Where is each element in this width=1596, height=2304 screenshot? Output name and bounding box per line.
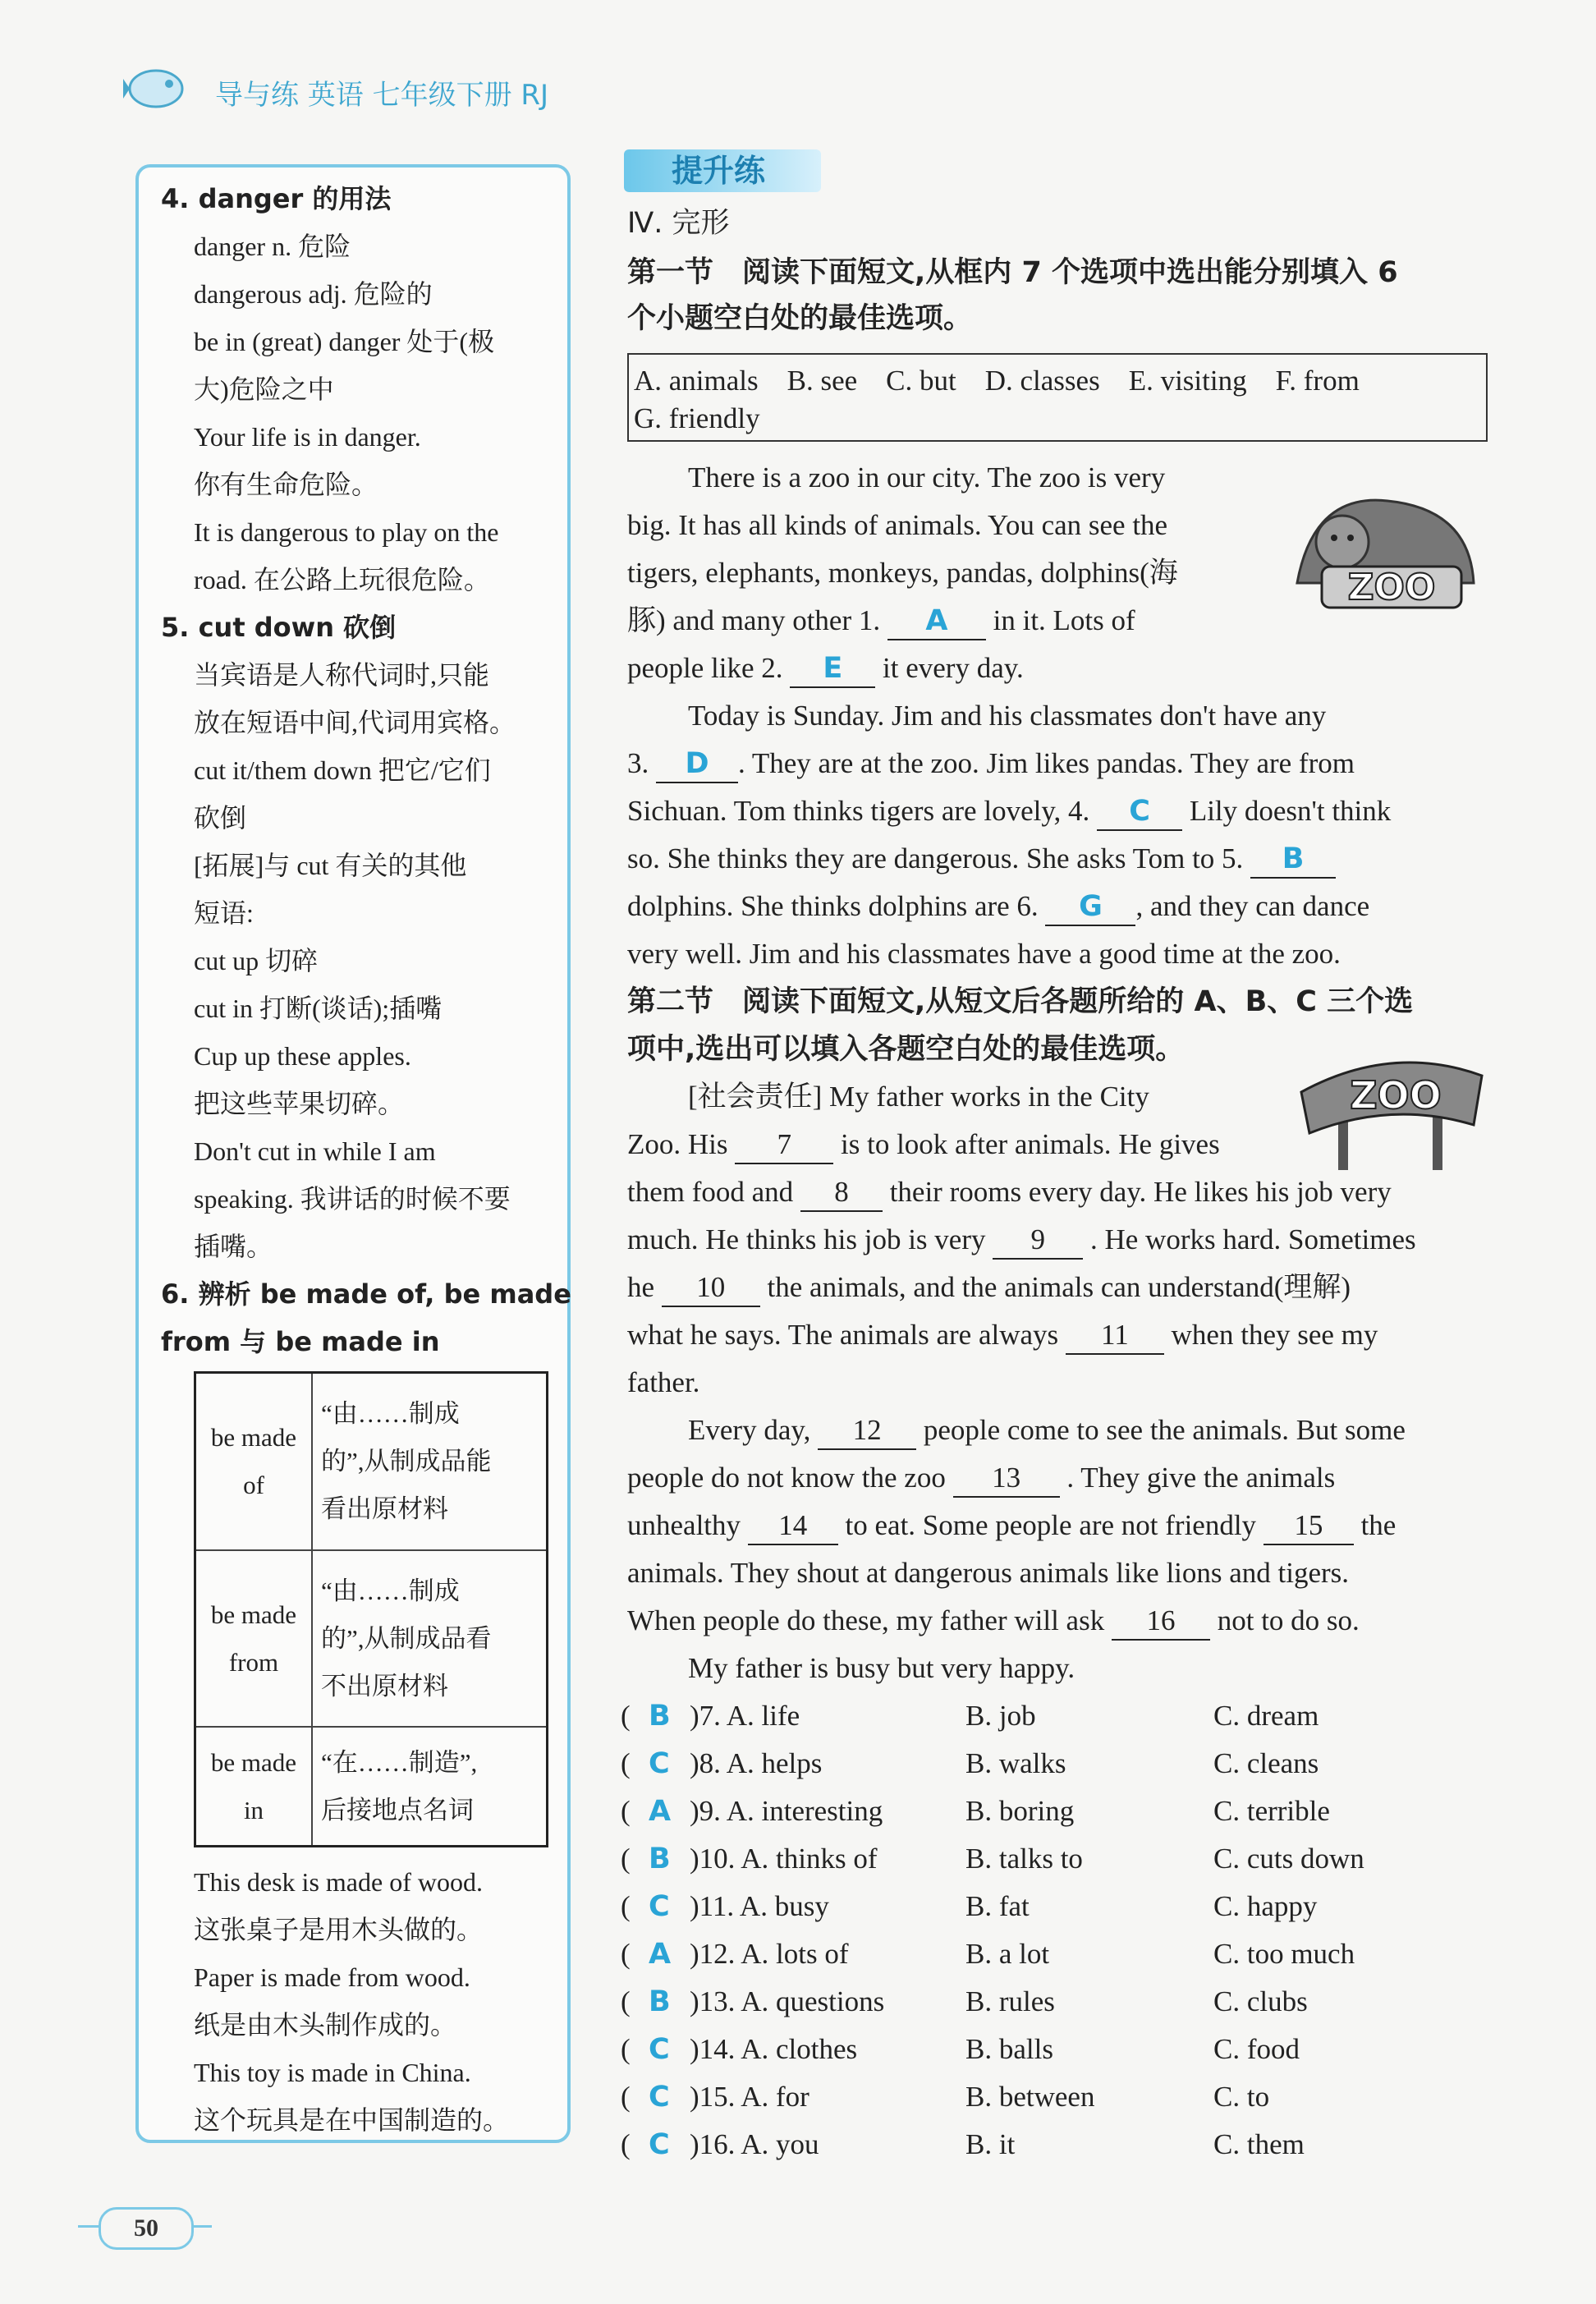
- sidebar-line: 当宾语是人称代词时,只能: [194, 660, 490, 690]
- passage-line: people do not know the zoo 13 . They give the animals: [627, 1460, 1335, 1498]
- option-b: B. talks to: [965, 1843, 1083, 1875]
- example-line: 纸是由木头制作成的。: [194, 2010, 457, 2040]
- answer-6: G: [1045, 888, 1135, 926]
- option-a: )16. A. you: [690, 2128, 819, 2160]
- passage-line: When people do these, my father will ask 16 not to do so.: [627, 1603, 1360, 1641]
- option-a: )7. A. life: [690, 1700, 800, 1732]
- p2-line-2: 3. D . They are at the zoo. Jim likes pandas. They are from: [627, 746, 1355, 783]
- example-line: This toy is made in China.: [194, 2058, 471, 2087]
- example-line: This desk is made of wood.: [194, 1867, 483, 1897]
- option-b: B. walks: [965, 1747, 1066, 1779]
- answer-letter: C: [649, 1747, 670, 1780]
- p2-line-6: very well. Jim and his classmates have a good time at the zoo.: [627, 938, 1341, 970]
- answer-letter: A: [649, 1938, 672, 1971]
- blank-12: 12: [818, 1412, 916, 1450]
- passage-line: animals. They shout at dangerous animals like lions and tigers.: [627, 1557, 1350, 1589]
- passage-line: father.: [627, 1366, 700, 1398]
- book-title: 导与练 英语 七年级下册 RJ: [215, 79, 549, 112]
- answer-letter: B: [649, 1843, 671, 1875]
- sidebar-line: Don't cut in while I am: [194, 1136, 436, 1166]
- sidebar-line: Your life is in danger.: [194, 422, 421, 452]
- answer-4: C: [1097, 793, 1182, 831]
- answer-letter: C: [649, 2081, 670, 2114]
- option-a: )12. A. lots of: [690, 1938, 849, 1970]
- answer-letter: B: [649, 1985, 671, 2018]
- option-c: C. to: [1213, 2081, 1270, 2113]
- p1-line-3: tigers, elephants, monkeys, pandas, dolphins(海: [627, 557, 1178, 589]
- option-a: )13. A. questions: [690, 1985, 885, 2017]
- p2-line-3: Sichuan. Tom thinks tigers are lovely, 4. C Lily doesn't think: [627, 793, 1391, 831]
- blank-7: 7: [735, 1127, 833, 1164]
- option-a: )8. A. helps: [690, 1747, 823, 1779]
- sidebar-line: [拓展]与 cut 有关的其他: [194, 851, 467, 880]
- sidebar-line: 4. danger 的用法: [161, 183, 392, 214]
- blank-14: 14: [748, 1508, 838, 1545]
- sec1-title-2: 个小题空白处的最佳选项。: [627, 302, 973, 335]
- option-b: B. it: [965, 2128, 1016, 2160]
- svg-text:ZOO: ZOO: [1347, 567, 1436, 608]
- option-a: )14. A. clothes: [690, 2033, 858, 2065]
- sidebar-line: 你有生命危险。: [194, 470, 378, 499]
- paren: (: [621, 1985, 631, 2017]
- sec2-title-2: 项中,选出可以填入各题空白处的最佳选项。: [627, 1033, 1185, 1066]
- paren: (: [621, 1843, 631, 1875]
- zoo-animals-image: [1281, 460, 1486, 624]
- fish-logo-icon: [123, 57, 189, 115]
- option-a: )11. A. busy: [690, 1890, 829, 1922]
- p1-line-1: There is a zoo in our city. The zoo is very: [688, 461, 1166, 493]
- option-b: B. a lot: [965, 1938, 1050, 1970]
- blank-16: 16: [1112, 1603, 1210, 1641]
- page-rule-right: [191, 2225, 212, 2228]
- passage-line: them food and 8 their rooms every day. He likes his job very: [627, 1174, 1392, 1212]
- paren: (: [621, 1795, 631, 1827]
- sidebar-line: speaking. 我讲话的时候不要: [194, 1184, 511, 1214]
- part-title: Ⅳ. 完形: [627, 207, 730, 240]
- p2-line-1: Today is Sunday. Jim and his classmates don't have any: [688, 700, 1327, 732]
- answer-5: B: [1250, 841, 1336, 879]
- sidebar-line: It is dangerous to play on the: [194, 517, 499, 547]
- passage-line: much. He thinks his job is very 9 . He works hard. Sometimes: [627, 1222, 1416, 1260]
- p1-line-2: big. It has all kinds of animals. You can see the: [627, 509, 1168, 541]
- sidebar-line: from 与 be made in: [161, 1326, 440, 1357]
- sidebar-line: 短语:: [194, 898, 254, 928]
- passage-line: unhealthy 14 to eat. Some people are not friendly 15 the: [627, 1508, 1396, 1545]
- option-b: B. between: [965, 2081, 1095, 2113]
- passage-line: what he says. The animals are always 11 when they see my: [627, 1317, 1378, 1355]
- p2-line-4: so. She thinks they are dangerous. She asks Tom to 5. B: [627, 841, 1336, 879]
- option-b: B. job: [965, 1700, 1036, 1732]
- paren: (: [621, 2081, 631, 2113]
- sidebar-line: danger n. 危险: [194, 232, 351, 261]
- options-box: [627, 353, 1488, 442]
- sec2-title-1: 第二节 阅读下面短文,从短文后各题所给的 A、B、C 三个选: [627, 985, 1414, 1018]
- answer-2: E: [790, 650, 875, 688]
- option-b: B. rules: [965, 1985, 1055, 2017]
- blank-11: 11: [1066, 1317, 1164, 1355]
- page-number: 50: [99, 2207, 194, 2250]
- p1-line-5: people like 2. E it every day.: [627, 650, 1024, 688]
- sidebar-line: road. 在公路上玩很危险。: [194, 565, 490, 594]
- passage-line: My father is busy but very happy.: [688, 1652, 1075, 1684]
- example-line: 这个玩具是在中国制造的。: [194, 2105, 510, 2135]
- sidebar-line: cut in 打断(谈话);插嘴: [194, 994, 443, 1023]
- sidebar-line: Cup up these apples.: [194, 1041, 411, 1071]
- option-a: )10. A. thinks of: [690, 1843, 878, 1875]
- blank-9: 9: [993, 1222, 1083, 1260]
- option-c: C. happy: [1213, 1890, 1318, 1922]
- sidebar-line: 6. 辨析 be made of, be made: [161, 1278, 571, 1310]
- option-c: C. terrible: [1213, 1795, 1330, 1827]
- options-line-1: A. animals B. see C. but D. classes E. visiting F. from: [634, 365, 1360, 397]
- passage-line: Every day, 12 people come to see the animals. But some: [688, 1412, 1406, 1450]
- comparison-table: [194, 1371, 548, 1847]
- sidebar-line: 放在短语中间,代词用宾格。: [194, 708, 516, 737]
- option-c: C. cuts down: [1213, 1843, 1364, 1875]
- blank-8: 8: [800, 1174, 883, 1212]
- sidebar-line: 大)危险之中: [194, 374, 334, 404]
- sidebar-line: 把这些苹果切碎。: [194, 1089, 405, 1118]
- answer-letter: B: [649, 1700, 671, 1733]
- table-row: be made of “由……制成 的”,从制成品能 看出原材料: [195, 1373, 548, 1550]
- option-b: B. fat: [965, 1890, 1030, 1922]
- paren: (: [621, 1700, 631, 1732]
- option-c: C. dream: [1213, 1700, 1319, 1732]
- paren: (: [621, 1747, 631, 1779]
- option-b: B. balls: [965, 2033, 1053, 2065]
- blank-13: 13: [953, 1460, 1060, 1498]
- option-c: C. too much: [1213, 1938, 1355, 1970]
- blank-15: 15: [1264, 1508, 1354, 1545]
- sidebar-line: dangerous adj. 危险的: [194, 279, 433, 309]
- option-a: )9. A. interesting: [690, 1795, 883, 1827]
- option-c: C. food: [1213, 2033, 1300, 2065]
- paren: (: [621, 2128, 631, 2160]
- zoo-sign-image: [1293, 1043, 1490, 1174]
- option-a: )15. A. for: [690, 2081, 809, 2113]
- answer-1: A: [887, 603, 986, 640]
- table-row: be made from “由……制成 的”,从制成品看 不出原材料: [195, 1550, 548, 1728]
- options-line-2: G. friendly: [634, 402, 760, 434]
- example-line: Paper is made from wood.: [194, 1962, 470, 1992]
- answer-letter: C: [649, 1890, 670, 1923]
- sec1-title-1: 第一节 阅读下面短文,从框内 7 个选项中选出能分别填入 6: [627, 256, 1398, 289]
- example-line: 这张桌子是用木头做的。: [194, 1915, 484, 1944]
- option-b: B. boring: [965, 1795, 1075, 1827]
- answer-3: D: [656, 746, 738, 783]
- paren: (: [621, 1890, 631, 1922]
- page-rule-left: [78, 2225, 99, 2228]
- table-row: be made in “在……制造”, 后接地点名词: [195, 1727, 548, 1846]
- option-c: C. cleans: [1213, 1747, 1319, 1779]
- option-c: C. clubs: [1213, 1985, 1308, 2017]
- sidebar-line: cut up 切碎: [194, 946, 319, 975]
- paren: (: [621, 2033, 631, 2065]
- blank-10: 10: [662, 1269, 760, 1307]
- paren: (: [621, 1938, 631, 1970]
- answer-letter: A: [649, 1795, 672, 1828]
- passage-line: he 10 the animals, and the animals can understand(理解): [627, 1269, 1351, 1307]
- sidebar-line: be in (great) danger 处于(极: [194, 327, 495, 356]
- sidebar-line: cut it/them down 把它/它们: [194, 755, 491, 785]
- passage-line: [社会责任] My father works in the City: [688, 1081, 1149, 1113]
- answer-letter: C: [649, 2033, 670, 2066]
- section-tag: 提升练: [624, 149, 821, 192]
- sidebar-line: 插嘴。: [194, 1232, 273, 1261]
- sidebar-line: 5. cut down 砍倒: [161, 612, 397, 643]
- answer-letter: C: [649, 2128, 670, 2161]
- passage-line: Zoo. His 7 is to look after animals. He gives: [627, 1127, 1220, 1164]
- p2-line-5: dolphins. She thinks dolphins are 6. G , and they can dance: [627, 888, 1369, 926]
- svg-text:ZOO: ZOO: [1350, 1073, 1442, 1118]
- p1-line-4: 豚) and many other 1. A in it. Lots of: [627, 603, 1135, 640]
- option-c: C. them: [1213, 2128, 1305, 2160]
- sidebar-line: 砍倒: [194, 803, 247, 833]
